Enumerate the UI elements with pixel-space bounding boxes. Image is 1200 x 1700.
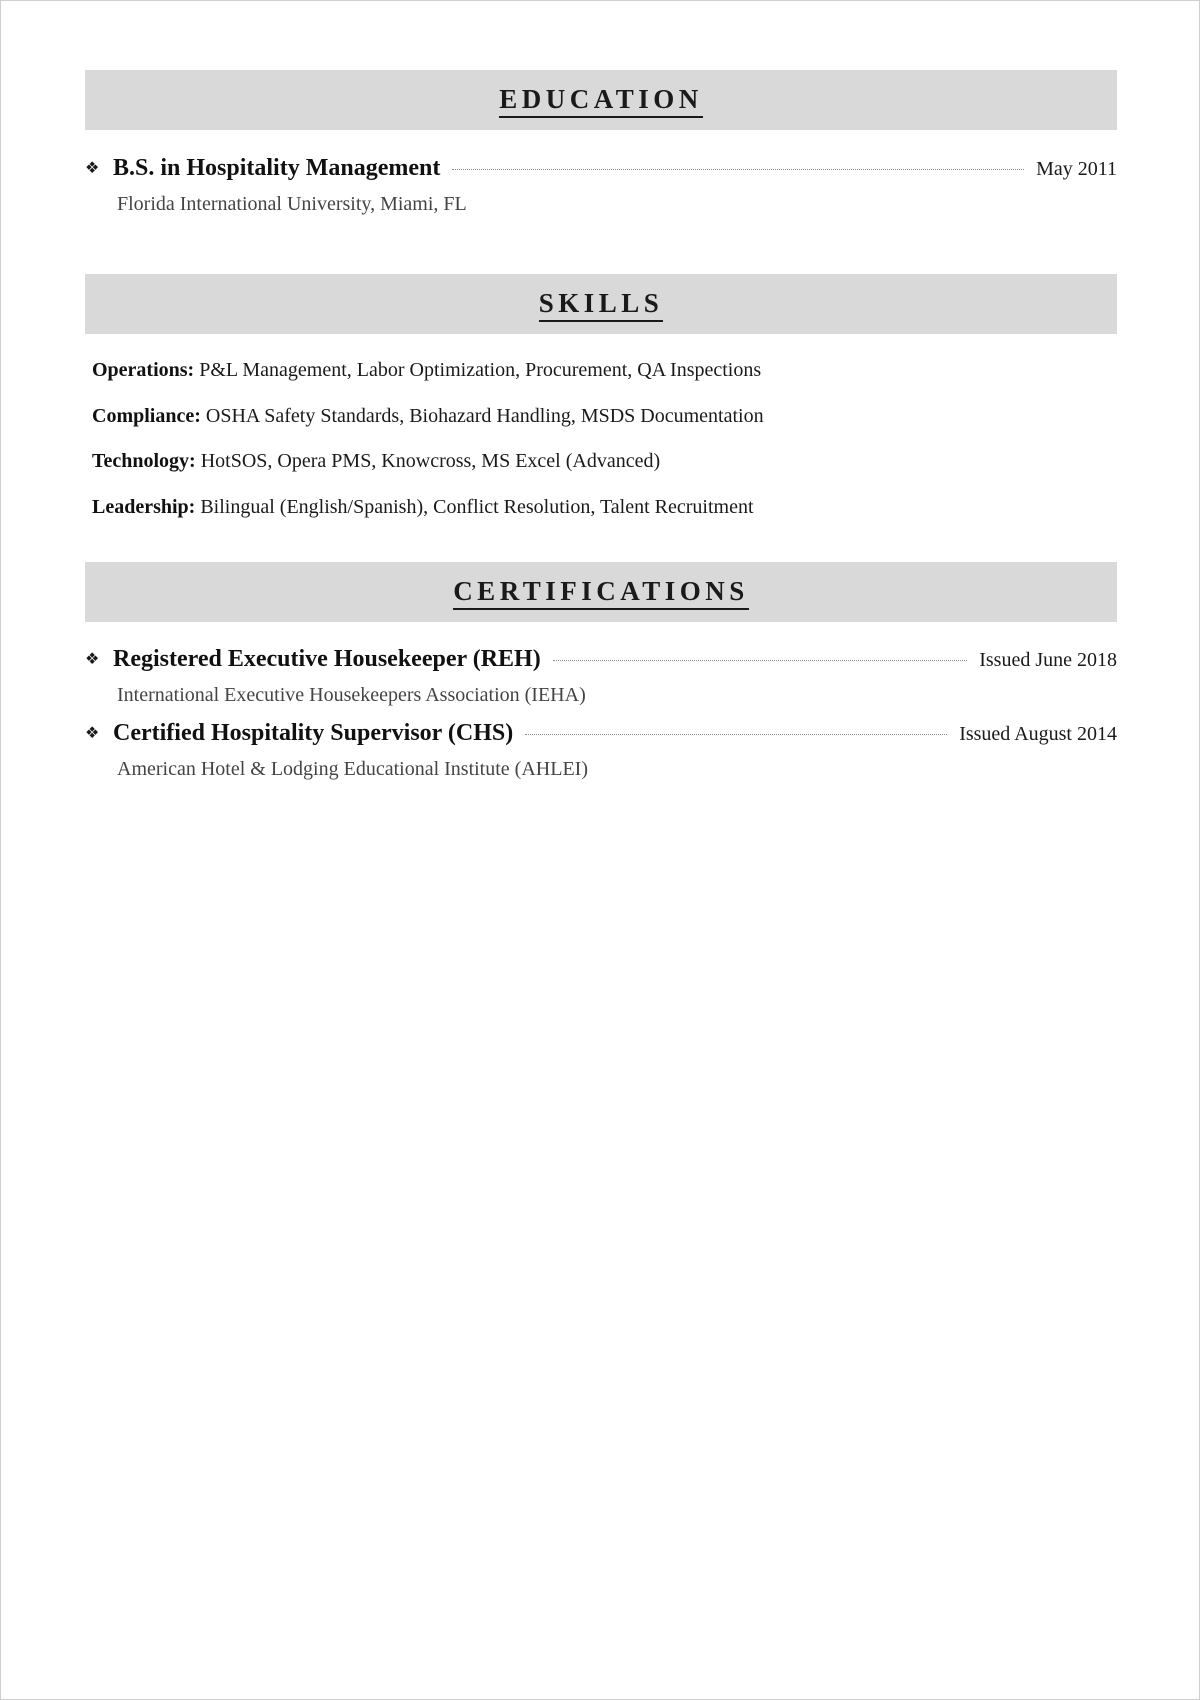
certifications-section-header	[85, 562, 1117, 622]
skill-value: OSHA Safety Standards, Biohazard Handling, MSDS Documentation	[205, 405, 764, 427]
skill-row-compliance	[92, 405, 764, 428]
skills-section-title: SKILLS	[539, 288, 664, 322]
skill-row-technology	[92, 450, 660, 473]
skills-section-header	[85, 274, 1117, 334]
certification-issuer: American Hotel & Lodging Educational Institute (AHLEI)	[117, 758, 588, 780]
skill-row-operations	[92, 359, 761, 382]
skill-label: Compliance:	[92, 405, 201, 427]
skill-label: Technology:	[92, 450, 196, 472]
degree-institution: Florida International University, Miami, FL	[117, 193, 467, 215]
dotted-leader	[525, 734, 947, 735]
education-entry	[85, 155, 1117, 219]
certifications-section-title: CERTIFICATIONS	[453, 576, 749, 610]
education-section-title: EDUCATION	[499, 84, 703, 118]
skill-label: Operations:	[92, 359, 195, 381]
certification-name: Certified Hospitality Supervisor (CHS)	[113, 720, 514, 746]
certification-entry-line	[85, 720, 1117, 754]
degree-title: B.S. in Hospitality Management	[113, 155, 441, 181]
certification-date: Issued June 2018	[979, 649, 1117, 671]
certification-entry-line	[85, 646, 1117, 680]
dotted-leader	[553, 660, 968, 661]
certification-name: Registered Executive Housekeeper (REH)	[113, 646, 541, 672]
dotted-leader	[452, 169, 1024, 170]
certification-issuer: International Executive Housekeepers Association (IEHA)	[117, 684, 586, 706]
skill-value: Bilingual (English/Spanish), Conflict Resolution, Talent Recruitment	[200, 496, 754, 518]
education-section-header	[85, 70, 1117, 130]
diamond-bullet-icon: ❖	[85, 723, 100, 742]
skill-row-leadership	[92, 496, 754, 519]
skill-value: P&L Management, Labor Optimization, Procurement, QA Inspections	[199, 359, 762, 381]
certification-date: Issued August 2014	[959, 723, 1117, 745]
education-entry-line	[85, 155, 1117, 189]
certification-entry	[85, 720, 1117, 784]
degree-date: May 2011	[1036, 158, 1117, 180]
diamond-bullet-icon: ❖	[85, 649, 100, 668]
certification-entry	[85, 646, 1117, 710]
skill-value: HotSOS, Opera PMS, Knowcross, MS Excel (Advanced)	[200, 450, 661, 472]
skill-label: Leadership:	[92, 496, 196, 518]
diamond-bullet-icon: ❖	[85, 158, 100, 177]
